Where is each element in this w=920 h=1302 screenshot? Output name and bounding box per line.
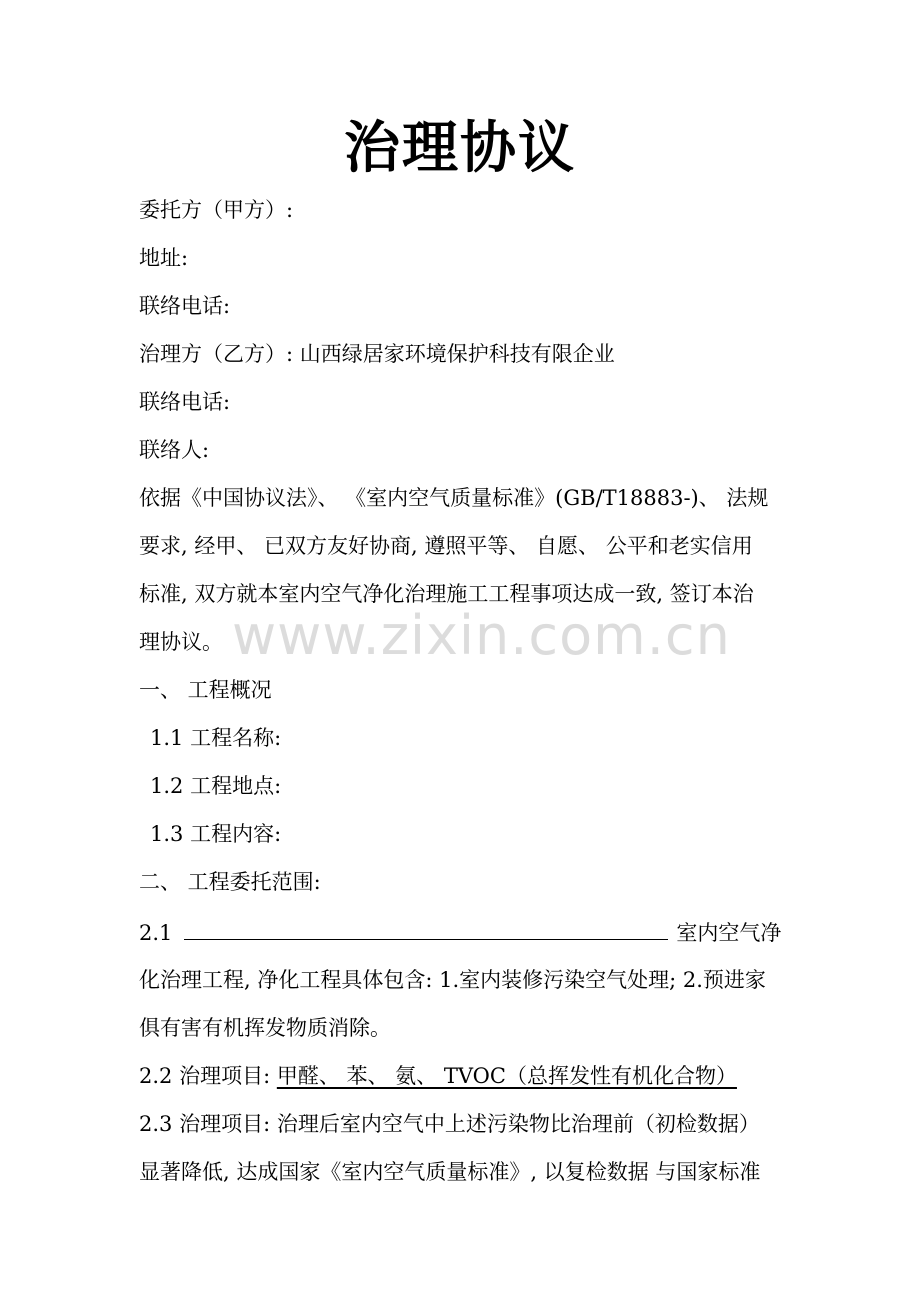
client-phone-line: 联络电话:: [139, 294, 231, 318]
project-name-line: 1.1 工程名称:: [150, 726, 282, 750]
preamble-line-2: 要求, 经甲、 已双方友好协商, 遵照平等、 自愿、 公平和老实信用: [139, 534, 753, 558]
clause-2-3-continued: 显著降低, 达成国家《室内空气质量标准》, 以复检数据 与国家标准: [139, 1160, 761, 1184]
project-location-line: 1.2 工程地点:: [150, 774, 282, 798]
contact-person-line: 联络人:: [139, 438, 210, 462]
clause-2-1-number: 2.1: [139, 921, 173, 945]
section-2-heading: 二、 工程委托范围:: [139, 870, 321, 894]
section-1-heading: 一、 工程概况: [139, 678, 272, 702]
clause-2-2-line: [139, 1061, 799, 1091]
clause-2-2-label: 2.2 治理项目:: [139, 1064, 277, 1088]
address-line: 地址:: [139, 246, 189, 270]
clause-2-1-line: [139, 917, 799, 948]
clause-2-3-line: 2.3 治理项目: 治理后室内空气中上述污染物比治理前（初检数据）: [139, 1112, 760, 1136]
watermark-text: www.zixin.com.cn: [232, 604, 731, 667]
document-title: 治理协议: [344, 115, 576, 181]
contractor-party-line: 治理方（乙方）: 山西绿居家环境保护科技有限企业: [139, 342, 615, 366]
clause-2-1-continued-1: 化治理工程, 净化工程具体包含: 1.室内装修污染空气处理; 2.预进家: [139, 968, 766, 992]
pollutant-list: 甲醛、 苯、 氨、 TVOC（总挥发性有机化合物）: [276, 1064, 737, 1088]
client-party-line: 委托方（甲方）:: [139, 198, 294, 222]
clause-2-1-continued-2: 俱有害有机挥发物质消除。: [139, 1016, 391, 1040]
preamble-line-4: 理协议。: [139, 630, 223, 654]
preamble-line-1: 依据《中国协议法》、 《室内空气质量标准》(GB/T18883-)、 法规: [139, 486, 769, 510]
preamble-line-3: 标准, 双方就本室内空气净化治理施工工程事项达成一致, 签订本治: [139, 582, 754, 606]
project-content-line: 1.3 工程内容:: [150, 822, 282, 846]
clause-2-1-text: 室内空气净: [676, 921, 782, 945]
contractor-phone-line: 联络电话:: [139, 390, 231, 414]
fill-in-blank: [184, 917, 668, 940]
